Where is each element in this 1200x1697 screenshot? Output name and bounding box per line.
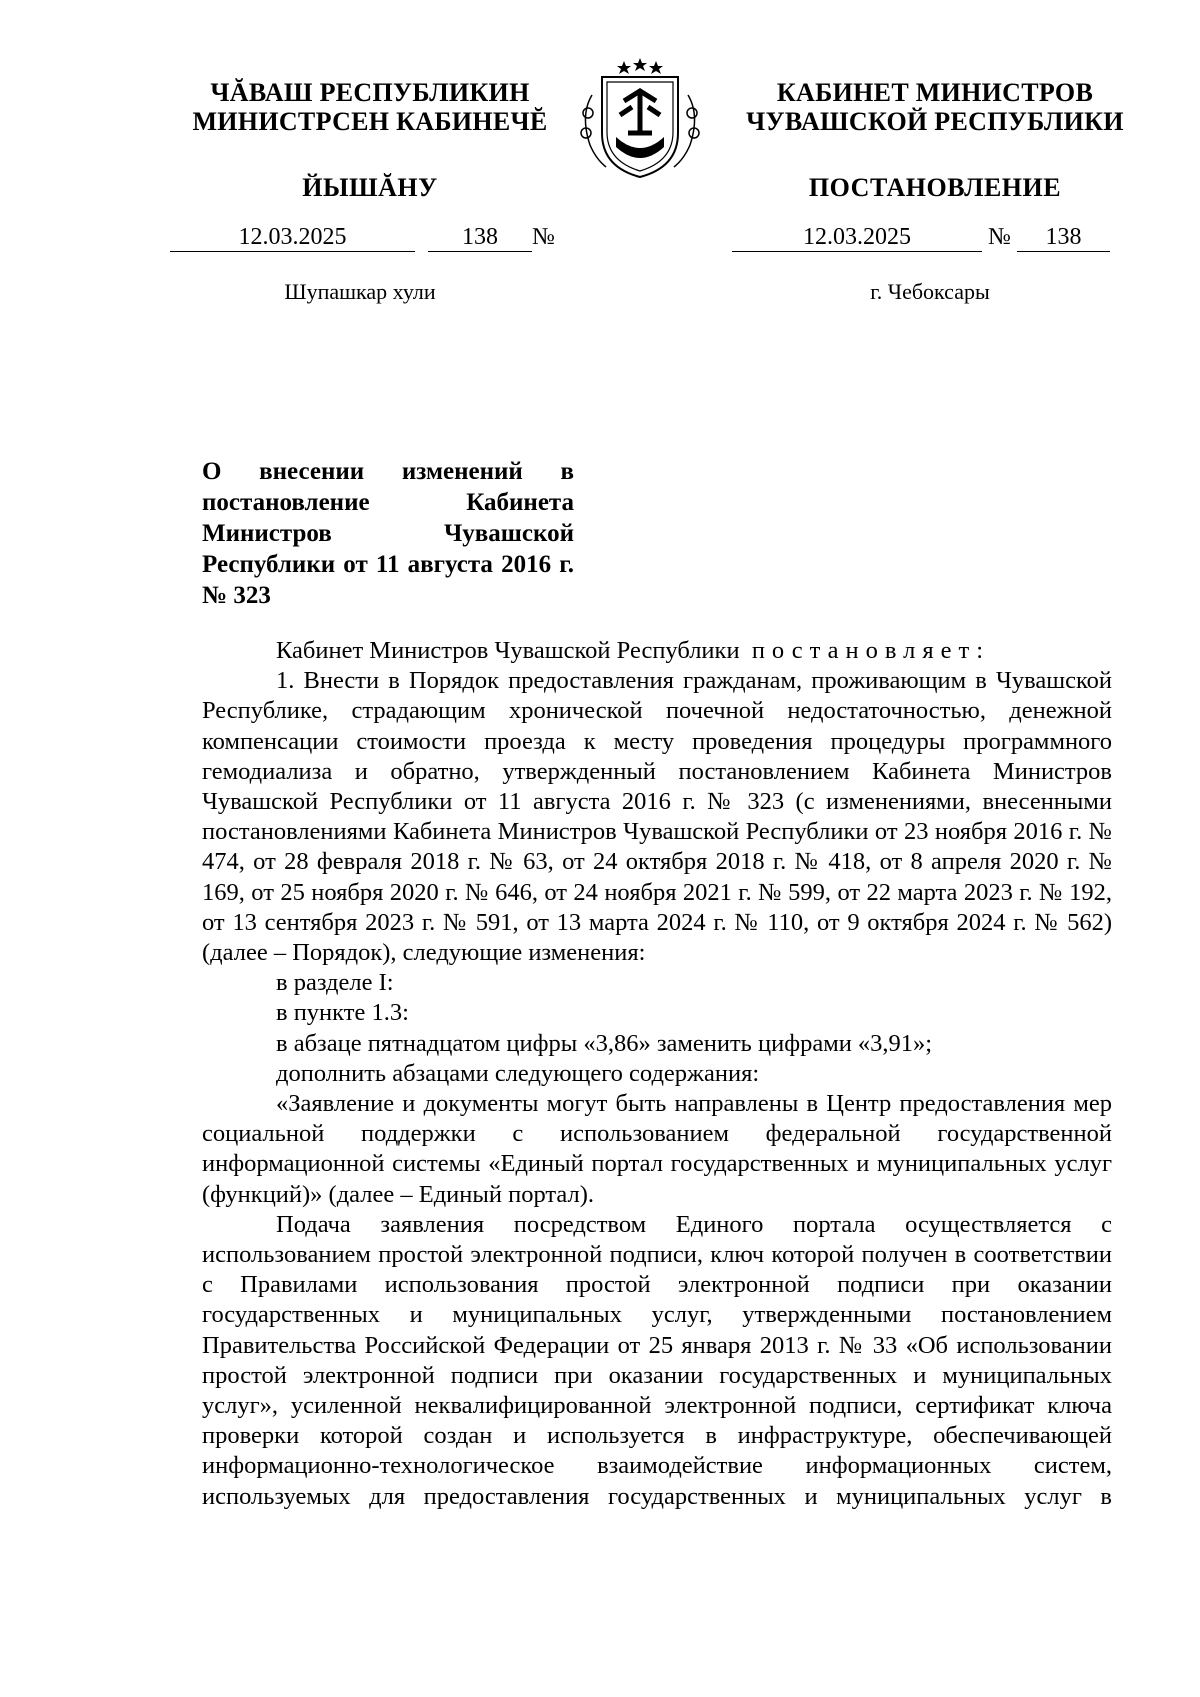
org-name-russian-line1: КАБИНЕТ МИНИСТРОВ bbox=[776, 78, 1094, 107]
left-date: 12.03.2025 bbox=[170, 225, 415, 252]
org-name-chuvash-line2: МИНИСТРСЕН КАБИНЕЧĔ bbox=[192, 107, 548, 136]
body-paragraph-6: «Заявление и документы могут быть направлены в Центр предоставления мер социальной поддержки с использованием федеральной государственной информационной системы «Единый портал государственных и муниципальных услуг (функций)» (далее – Единый портал). bbox=[202, 1090, 1112, 1208]
city-chuvash: Шупашкар хули bbox=[284, 279, 436, 304]
body-paragraph-2: в разделе I: bbox=[276, 969, 394, 997]
header-right bbox=[725, 78, 1145, 203]
left-number: 138 bbox=[428, 225, 532, 252]
body-paragraph-4: в абзаце пятнадцатом цифры «3,86» заменить цифрами «3,91»; bbox=[276, 1029, 933, 1057]
body-intro: Кабинет Министров Чувашской Республики постановляет: bbox=[276, 637, 991, 664]
doc-type-chuvash: ЙЫШĂНУ bbox=[302, 173, 438, 202]
body-paragraph-1: 1. Внести в Порядок предоставления гражданам, проживающим в Чувашской Республике, страдающим хронической почечной недостаточностью, денежной компенсации стоимости проезда к месту проведения процедуры программного гемодиализа и обратно, утвержденный постановлением Кабинета Министров Чувашской Республики от 11 августа 2016 г. № 323 (с изменениями, внесенными постановлениями Кабинета Министров Чувашской Республики от 23 ноября 2016 г. № 474, от 28 февраля 2018 г. № 63, от 24 октября 2018 г. № 418, от 8 апреля 2020 г. № 169, от 25 ноября 2020 г. № 646, от 24 ноября 2021 г. № 599, от 22 марта 2023 г. № 192, от 13 сентября 2023 г. № 591, от 13 марта 2024 г. № 110, от 9 октября 2024 г. № 562) (далее – Порядок), следующие изменения: bbox=[202, 667, 1112, 967]
doc-type-russian: ПОСТАНОВЛЕНИЕ bbox=[808, 173, 1062, 202]
left-number-sign: № bbox=[532, 224, 555, 250]
header-left bbox=[160, 78, 580, 203]
city-russian: г. Чебоксары bbox=[870, 279, 990, 304]
right-number-sign: № bbox=[988, 224, 1011, 250]
right-number: 138 bbox=[1017, 225, 1110, 252]
document-title: О внесении изменений в постановление Кабинета Министров Чувашской Республики от 11 августа 2016 г. № 323 bbox=[202, 458, 574, 609]
body-paragraph-7: Подача заявления посредством Единого портала осуществляется с использованием простой электронной подписи, ключ которой получен в соответствии с Правилами использования простой электронной подписи при оказании государственных и муниципальных услуг, утвержденными постановлением Правительства Российской Федерации от 25 января 2013 г. № 33 «Об использовании простой электронной подписи при оказании государственных и муниципальных услуг», усиленной неквалифицированной электронной подписи, сертификат ключа проверки которой создан и используется в инфраструктуре, обеспечивающей информационно-технологическое взаимодействие информационных систем, используемых для предоставления государственных и муниципальных услуг в bbox=[202, 1210, 1112, 1510]
org-name-russian-line2: ЧУВАШСКОЙ РЕСПУБЛИКИ bbox=[746, 107, 1124, 136]
chuvash-coat-of-arms-icon bbox=[572, 55, 708, 180]
right-date: 12.03.2025 bbox=[732, 225, 982, 252]
body-intro-verb: постановляет: bbox=[751, 637, 991, 664]
body-paragraph-5: дополнить абзацами следующего содержания: bbox=[276, 1059, 760, 1087]
right-date-number-line bbox=[0, 225, 1200, 253]
org-name-chuvash-line1: ЧĂВАШ РЕСПУБЛИКИН bbox=[210, 78, 530, 107]
body-paragraph-3: в пункте 1.3: bbox=[276, 999, 409, 1027]
document-body bbox=[202, 636, 1112, 1512]
